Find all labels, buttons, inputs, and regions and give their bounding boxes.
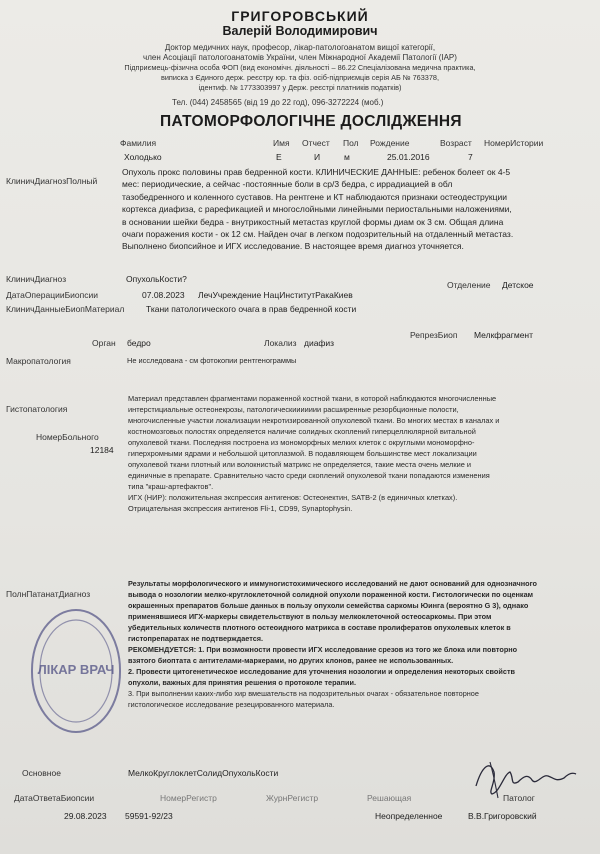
histo-line: Материал представлен фрагментами пораженной костной ткани, в которой наблюдаются многочисленные [128,394,497,403]
histo-text [128,393,596,514]
diagnosis-line: гистологическое исследование резецированного материала. [128,700,335,709]
patient-sex: м [344,152,350,162]
label-biomaterial: КлиничДанныеБиопМатериал [6,304,125,314]
label-diagnosis: КлиничДиагноз [6,274,67,284]
label-answer-date: ДатаОтветаБиопсии [14,793,95,803]
operation-date: 07.08.2023 [142,290,185,300]
histo-line: ИГХ (НИР): положительная экспрессия антигенов: Остеонектин, SATB-2 (в единичных клетках). [128,493,458,502]
diagnosis-line: 2. Провести цитогенетическое исследование для уточнения нозологии и определения некоторых свойств [128,667,515,676]
register-number: 59591-92/23 [125,811,173,821]
diagnosis-line: окрашенных препаратов больше данных в пользу опухоли семейства саркомы Юинга (вероятно G 3), однако [128,601,529,610]
patient-number: 12184 [90,445,114,455]
clinical-line: Выполнено биопсийное и ИГХ исследование. В настоящее время диагноз уточняется. [122,241,464,252]
institution: ЛечУчреждение НацИнститутРакаКиев [198,290,353,300]
histo-line: единичные в препарате. Сравнительно часто среди скоплений опухолевой ткани попадаются изменения [128,471,490,480]
diagnosis-line: РЕКОМЕНДУЕТСЯ: 1. При возможности провести ИГХ исследование срезов из того же блока или повторно [128,645,518,654]
full-diagnosis-text [128,578,596,710]
label-name: Имя [273,138,290,148]
histo-line: опухолевой ткани плотный или волокнистый матрикс не определяется, такие места очень мелкие и [128,460,472,469]
clinical-line: мес: периодические, а сейчас -постоянные боли в ср/3 бедра, с иррадиацией в обл [122,179,453,190]
doctor-name: Валерій Володимирович [222,24,378,38]
header-line-4: виписка з Єдиного держ. реєстру юр. та фіз. осіб-підприємців серія АБ № 763378, [160,73,439,82]
diagnosis-line: 3. При выполнении каких-либо хир вмешательств на подозрительных очагах - обязательное повторное [128,689,479,698]
label-birth: Рождение [370,138,410,148]
label-journal: ЖурнРегистр [266,793,319,803]
clinical-text [122,166,598,253]
diagnosis-line: взятого биоптата с антителами-маркерами, но других клонов, ранее не использованных. [128,656,454,665]
doctor-stamp [28,606,124,736]
pathologist-signature [470,752,580,802]
label-macropathology: Макропатология [6,356,71,366]
header-phone: Тел. (044) 2458565 (від 19 до 22 год), 096-3272224 (моб.) [172,98,384,107]
header-line-3: Підприємець-фізична особа ФОП (вид економічн. діяльності – 86.22 Спеціалізована медична практика, [124,63,476,72]
decision-value: Неопределенное [375,811,443,821]
histo-line: опухолевой ткани. Последняя построена из мономорфных мелких клеток с округлыми мономорфно- [128,438,475,447]
header-line-5: ідентиф. № 1773303997 у Держ. реєстрі платників податків) [198,83,402,92]
diagnosis-value: ОпухольКости? [126,274,187,284]
histo-line: Отрицательная экспрессия антигенов Fli-1, CD99, Synaptophysin. [128,504,353,513]
patient-birth: 25.01.2016 [387,152,430,162]
representativity-value: Мелкфрагмент [474,330,534,340]
histo-line: интерстициальные остеонекрозы, патологическиииииии расширенные резорбционные полости, [128,405,459,414]
label-sex: Пол [343,138,359,148]
header-line-2: член Асоціації патологоанатомів України, член Міжнародної Академії Патології (IAP) [143,53,457,62]
clinical-line: Опухоль прокс половины прав бедренной кости. КЛИНИЧЕСКИЕ ДАННЫЕ: ребенок болеет ок 4-5 [122,167,511,177]
label-clinical: КлиничДиагнозПолный [6,176,98,186]
clinical-line: тазобедренного и коленного суставов. На рентгене и КТ наблюдаются признаки остеодеструкции [122,191,507,202]
label-history: НомерИстории [484,138,544,148]
doctor-surname: ГРИГОРОВСЬКИЙ [231,8,369,24]
macro-value: Не исследована - см фотокопии рентгенограммы [127,356,297,365]
label-main: Основное [22,768,61,778]
stamp-text: ЛІКАР ВРАЧ [37,662,115,677]
label-patronymic: Отчест [302,138,330,148]
label-localization: Локализ [264,338,297,348]
label-surname: Фамилия [120,138,157,148]
patient-name: Е [276,152,282,162]
clinical-line: в основании шейки бедра - внутрикостный метастаз круглой формы диам ок 3 см. Общая длина [122,216,504,227]
diagnosis-line: опухоли, важных для принятия решения о протоколе терапии. [128,678,356,687]
diagnosis-line: убедительных количеств плотного остеоидного матрикса в составе пролифератов опухолевых клеток в [128,623,511,632]
patient-patronymic: И [314,152,321,162]
label-representativity: РепрезБиоп [410,330,458,340]
histo-line: многочисленные участки локализации некротизированной опухолевой ткани. Во многих местах в каналах и [128,416,500,425]
clinical-line: кортекса диафиза, с рарефикацией и многослойными линейными периостальными наложениями, [122,204,512,215]
diagnosis-line: гистопрепаратах не подтверждается. [128,634,264,643]
answer-date: 29.08.2023 [64,811,107,821]
patient-age: 7 [468,152,473,162]
localization-value: диафиз [304,338,335,348]
main-value: МелкоКруглоклетСолидОпухольКости [128,768,279,778]
histo-line: типа "краш-артефактов". [128,482,214,491]
document-title: ПАТОМОРФОЛОГІЧНЕ ДОСЛІДЖЕННЯ [160,113,462,130]
diagnosis-line: вывода о нозологии мелко-круглоклеточной солидной опухоли пораженной кости. Гистологически по оценкам [128,590,534,599]
label-full-diagnosis: ПолнПатанатДиагноз [6,589,91,599]
histo-line: гиперхромными ядрами и небольшой цитоплазмой. В подавляющем большинстве мест локализации [128,449,477,458]
diagnosis-line: Результаты морфологического и иммуногистохимического исследований не дают оснований для однозначного [128,579,538,588]
label-decision: Решающая [367,793,412,803]
pathologist-name: В.В.Григоровский [468,811,537,821]
label-histopathology: Гистопатология [6,404,68,414]
patient-surname: Холодько [124,152,162,162]
histo-line: костномозговых полостях определяется наличие солидных скоплений гиперцеллюлярной витальной [128,427,476,436]
biomaterial-value: Ткани патологического очага в прав бедренной кости [146,304,357,314]
diagnosis-line: применявшиеся ИГХ-маркеры свидетельствуют в пользу мелкоклеточной остеосаркомы. При этом [128,612,492,621]
label-operation-date: ДатаОперацииБиопсии [6,290,98,300]
header-line-1: Доктор медичних наук, професор, лікар-патологоанатом вищої категорії, [164,43,436,52]
label-organ: Орган [92,338,116,348]
clinical-line: очаги поражения кости - ок 12 см. Найден очаг в легком подозрительный на отдаленный метастаз. [122,229,514,240]
label-patient-number: НомерБольного [36,432,99,442]
label-age: Возраст [440,138,472,148]
label-register-number: НомерРегистр [160,793,217,803]
department: Детское [502,280,534,290]
label-pathologist: Патолог [503,793,535,803]
organ-value: бедро [127,338,151,348]
label-department: Отделение [447,280,491,290]
